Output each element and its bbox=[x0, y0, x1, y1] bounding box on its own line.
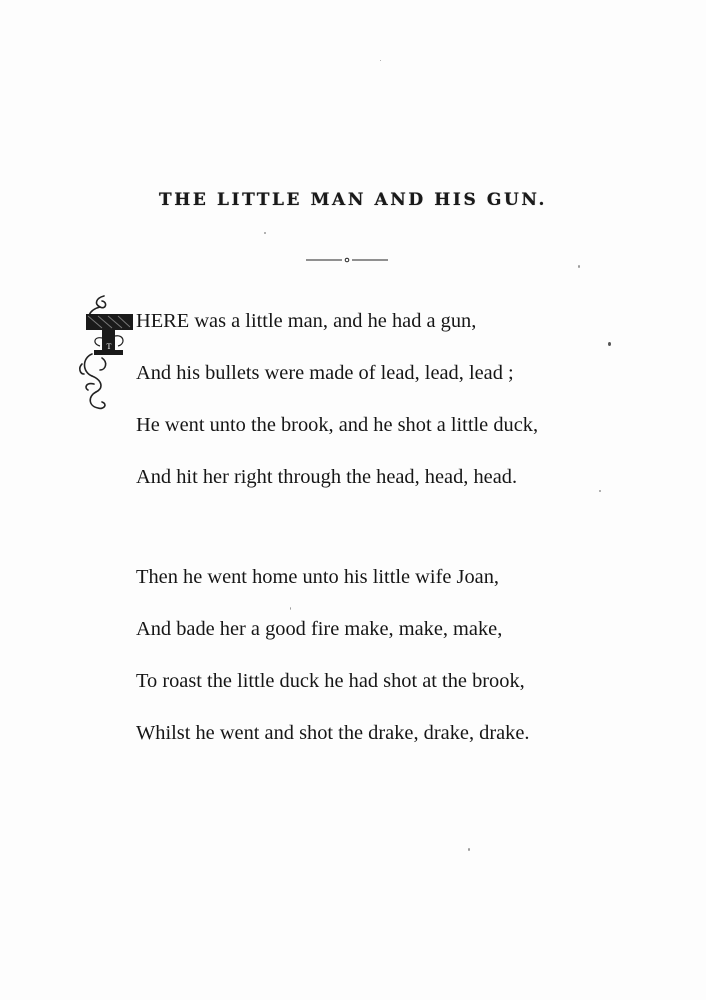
title-divider bbox=[304, 253, 390, 267]
decorated-initial-letter bbox=[78, 292, 136, 414]
paper-speck bbox=[608, 342, 611, 346]
paper-speck bbox=[380, 60, 381, 61]
paper-speck bbox=[578, 265, 580, 268]
poem-title: THE LITTLE MAN AND HIS GUN. bbox=[159, 190, 547, 210]
poem-line: He went unto the brook, and he shot a little duck, bbox=[136, 414, 539, 436]
paper-speck bbox=[468, 848, 470, 851]
drop-cap-letter: T bbox=[106, 342, 112, 351]
poem-line: Whilst he went and shot the drake, drake, drake. bbox=[136, 722, 530, 744]
poem-line: HERE was a little man, and he had a gun, bbox=[136, 310, 477, 332]
poem-line: To roast the little duck he had shot at the brook, bbox=[136, 670, 525, 692]
poem-line: And hit her right through the head, head, head. bbox=[136, 466, 518, 488]
paper-speck bbox=[290, 607, 291, 610]
poem-line: Then he went home unto his little wife Joan, bbox=[136, 566, 499, 588]
poem-line: And his bullets were made of lead, lead, lead ; bbox=[136, 362, 514, 384]
paper-speck bbox=[599, 490, 601, 492]
poem-line: And bade her a good fire make, make, make, bbox=[136, 618, 503, 640]
paper-speck bbox=[264, 232, 266, 234]
